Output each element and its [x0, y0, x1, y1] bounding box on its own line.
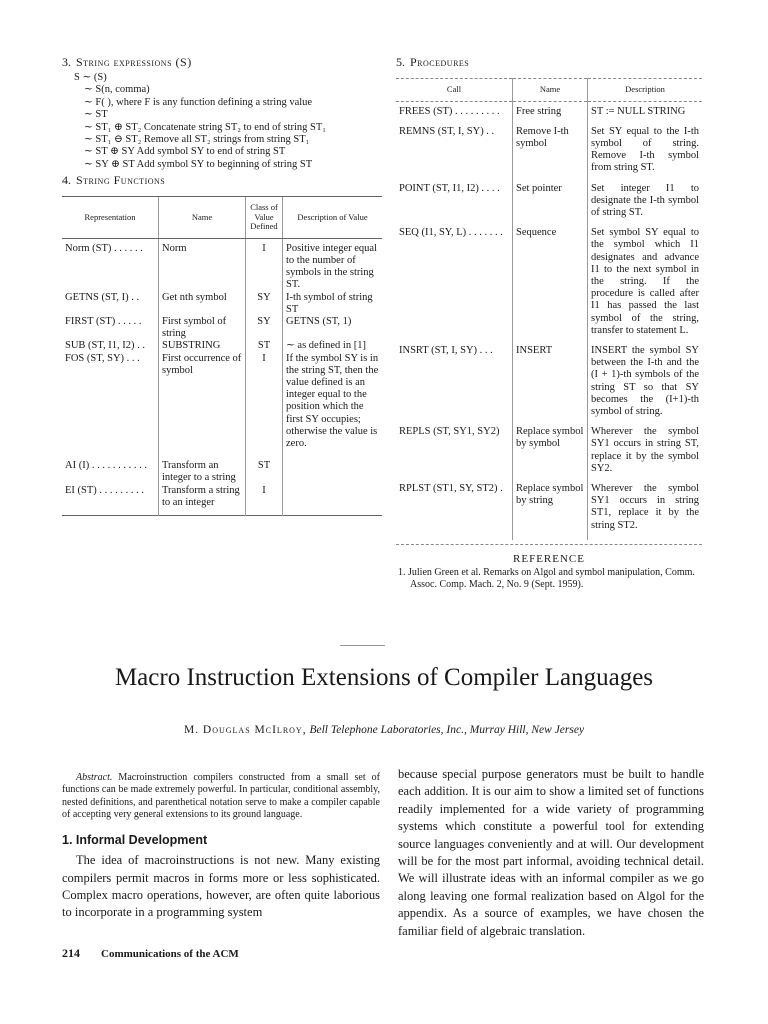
section-title: String expressions (S)	[76, 55, 192, 69]
procedures-body	[396, 101, 702, 540]
col-header-name: Name	[159, 197, 246, 239]
cell-desc: Set integer I1 to designate the I-th symbol of string ST.	[588, 183, 703, 228]
string-expression-item: ∼ S(n, comma)	[84, 84, 150, 96]
cell-desc: GETNS (ST, 1)	[283, 316, 383, 340]
cell-name: INSERT	[513, 345, 588, 426]
table-rule	[396, 544, 702, 545]
cell-rep: GETNS (ST, I) . .	[65, 291, 140, 303]
table-row	[396, 345, 702, 426]
cell-cls: SY	[246, 292, 283, 316]
col-header-call: Call	[396, 79, 513, 102]
string-functions-table	[62, 196, 382, 516]
string-functions-heading	[62, 173, 382, 188]
table-row	[62, 292, 382, 316]
article-column-1	[62, 772, 380, 922]
col-header-class: Class of Value Defined	[246, 197, 283, 239]
table-row	[62, 353, 382, 451]
cell-name: Transform an integer to a string	[159, 450, 246, 484]
right-column	[396, 55, 702, 591]
section-title: String Functions	[76, 173, 166, 188]
page-footer	[62, 946, 239, 961]
body-paragraph: because special purpose generators must be built to handle each addition. It is our aim to show a limited set of functions readily implemented for a wide variety of programming systems which constitute a powerful tool for extending source languages conveniently and at will. Our development will be for the most part informal, avoiding technical detail. We will illustrate ideas with an informal compiler as we go along leaving one formal realization based on Algol for the appendix. As a source of examples, we have chosen the familiar field of algebraic translation.	[398, 767, 704, 938]
section-divider	[340, 645, 385, 646]
author-name: M. Douglas McIlroy,	[183, 724, 307, 736]
table-row	[62, 450, 382, 484]
col-header-name: Name	[513, 79, 588, 102]
table-row	[62, 340, 382, 352]
procedures-table	[396, 78, 702, 540]
col-header-description: Description of Value	[283, 197, 383, 239]
string-expressions-list	[62, 72, 382, 171]
cell-cls: SY	[246, 316, 283, 340]
cell-desc	[283, 450, 383, 484]
cell-cls: I	[246, 485, 283, 516]
cell-desc: Set symbol SY equal to the symbol which I1 designates and advance I1 to the next symbol in the string. If the procedure is called after I1 has passed the last symbol of the string, transfer to statement L.	[588, 227, 703, 345]
section-heading: 1. Informal Development	[62, 833, 208, 848]
table-row	[396, 126, 702, 183]
journal-name: Communications of the ACM	[101, 948, 239, 960]
string-expression-item: ∼ ST₁ ⊖ ST₂ Remove all ST₂ strings from string ST₁	[84, 134, 310, 146]
section-number: 4.	[62, 173, 71, 188]
cell-call: FREES (ST) . . . . . . . . .	[399, 105, 500, 117]
article-column-2	[398, 766, 704, 940]
cell-name: Get nth symbol	[159, 292, 246, 316]
cell-desc: Wherever the symbol SY1 occurs in string ST, replace it by the symbol SY2.	[588, 426, 703, 483]
table-row	[396, 227, 702, 345]
string-expression-item: S ∼ (S)	[74, 72, 107, 83]
cell-name: Free string	[513, 101, 588, 126]
cell-name: Remove I-th symbol	[513, 126, 588, 183]
cell-desc: Positive integer equal to the number of symbols in the string ST.	[283, 238, 383, 291]
col-header-representation: Representation	[62, 197, 159, 239]
abstract	[62, 772, 380, 821]
table-row	[62, 238, 382, 291]
table-row	[62, 316, 382, 340]
cell-name: SUBSTRING	[159, 340, 246, 352]
table-row	[396, 426, 702, 483]
cell-call: RPLST (ST1, SY, ST2) .	[399, 482, 503, 494]
cell-cls: ST	[246, 450, 283, 484]
table-row	[62, 485, 382, 516]
section-number: 3.	[62, 55, 71, 69]
string-expressions-heading	[62, 55, 382, 70]
author-line	[0, 724, 768, 736]
page-number: 214	[62, 946, 80, 960]
cell-desc: Set SY equal to the I-th symbol of string. Remove I-th symbol from string ST.	[588, 126, 703, 183]
article-title: Macro Instruction Extensions of Compiler Languages	[114, 664, 654, 691]
string-expression-item: ∼ ST ⊕ SY Add symbol SY to end of string ST	[84, 146, 286, 158]
cell-rep: FIRST (ST) . . . . .	[65, 315, 142, 327]
cell-rep: FOS (ST, SY) . . .	[65, 352, 140, 364]
cell-cls: I	[246, 353, 283, 451]
cell-call: REMNS (ST, I, SY) . .	[399, 125, 495, 137]
cell-desc	[283, 485, 383, 516]
cell-desc: Wherever the symbol SY1 occurs in string ST1, replace it by the string ST2.	[588, 483, 703, 540]
cell-name: First symbol of string	[159, 316, 246, 340]
cell-desc: INSERT the symbol SY between the I-th and the (I + 1)-th symbols of the string ST so that SY becomes the (I+1)-th symbol of string.	[588, 345, 703, 426]
cell-name: Replace symbol by string	[513, 483, 588, 540]
string-expression-item: ∼ ST₁ ⊕ ST₂ Concatenate string ST₂ to end of string ST₁	[84, 121, 326, 133]
left-column	[62, 55, 382, 516]
cell-desc: ST := NULL STRING	[588, 101, 703, 126]
cell-call: REPLS (ST, SY1, SY2)	[399, 426, 500, 438]
cell-name: First occurrence of symbol	[159, 353, 246, 451]
body-paragraph: The idea of macroinstructions is not new. Many existing compilers permit macros in forms more or less sophisticated. Complex macro operations, however, are often quite laborious to incorporate in a programming system	[62, 853, 380, 920]
reference-item: 1. Julien Green et al. Remarks on Algol and symbol manipulation, Comm. Assoc. Comp. Mach. 2, No. 9 (Sept. 1959).	[398, 566, 695, 590]
cell-desc: ∼ as defined in [1]	[283, 340, 383, 352]
cell-rep: AI (I) . . . . . . . . . . .	[65, 460, 147, 472]
cell-name: Replace symbol by symbol	[513, 426, 588, 483]
table-row	[396, 183, 702, 228]
cell-desc: I-th symbol of string ST	[283, 292, 383, 316]
cell-name: Transform a string to an integer	[159, 485, 246, 516]
cell-cls: I	[246, 238, 283, 291]
cell-call: POINT (ST, I1, I2) . . . .	[399, 182, 500, 194]
string-expression-item: ∼ ST	[84, 109, 108, 121]
section-title: Procedures	[410, 55, 470, 69]
author-affiliation: Bell Telephone Laboratories, Inc., Murray Hill, New Jersey	[309, 724, 585, 736]
procedures-heading	[396, 55, 702, 70]
abstract-text: Macroinstruction compilers constructed from a small set of functions can be made extremely powerful. In particular, conditional assembly, nested definitions, and parenthetical notation serve to make a compiler capable of accepting very general extensions to its ground language.	[62, 772, 380, 820]
cell-name: Set pointer	[513, 183, 588, 228]
string-expression-item: ∼ F( ), where F is any function defining a string value	[84, 96, 313, 108]
cell-call: SEQ (I1, SY, L) . . . . . . .	[399, 227, 503, 239]
string-functions-body	[62, 238, 382, 515]
cell-cls: ST	[246, 340, 283, 352]
cell-rep: SUB (ST, I1, I2) . .	[65, 340, 146, 352]
cell-desc: If the symbol SY is in the string ST, then the value defined is an integer equal to the position which the first SY occupies; otherwise the value is zero.	[283, 353, 383, 451]
table-row	[396, 101, 702, 126]
cell-rep: EI (ST) . . . . . . . . .	[65, 484, 145, 496]
table-row	[396, 483, 702, 540]
cell-call: INSRT (ST, I, SY) . . .	[399, 344, 493, 356]
reference-heading: REFERENCE	[513, 552, 585, 565]
cell-rep: Norm (ST) . . . . . .	[65, 242, 143, 254]
abstract-label: Abstract.	[76, 772, 113, 783]
cell-name: Norm	[159, 238, 246, 291]
cell-name: Sequence	[513, 227, 588, 345]
section-number: 5.	[396, 55, 405, 69]
string-expression-item: ∼ SY ⊕ ST Add symbol SY to beginning of string ST	[84, 158, 313, 170]
col-header-description: Description	[588, 79, 703, 102]
